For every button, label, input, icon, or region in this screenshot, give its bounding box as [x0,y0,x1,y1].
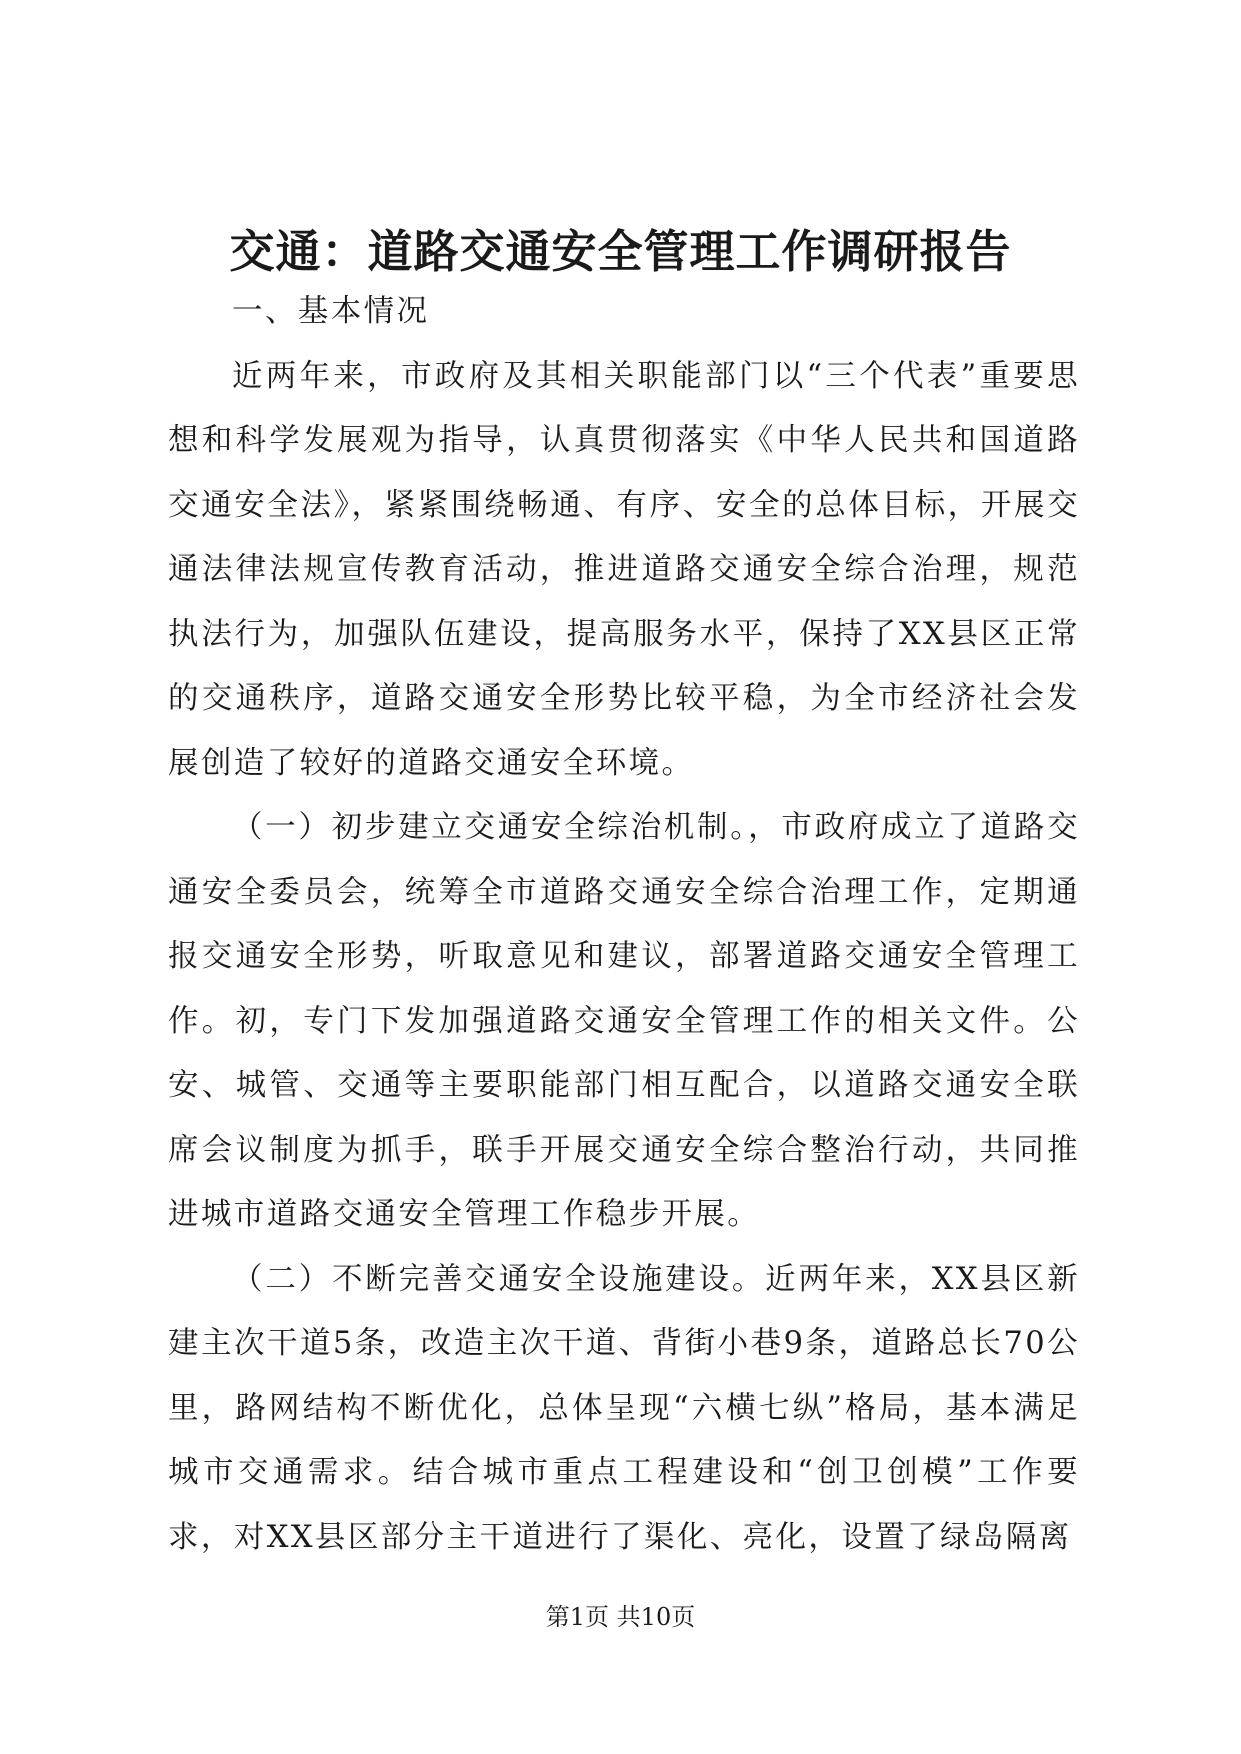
paragraph-facilities: （二）不断完善交通安全设施建设。近两年来，XX县区新建主次干道5条，改造主次干道、背街小巷9条，道路总长70公里，路网结构不断优化，总体呈现“六横七纵”格局，基本满足城市交通需求。结合城市重点工程建设和“创卫创模”工作要求，对XX县区部分主干道进行了渠化、亮化，设置了绿岛隔离 [168,1261,1080,1555]
paragraph-mechanism: （一）初步建立交通安全综治机制。，市政府成立了道路交通安全委员会，统筹全市道路交通安全综合治理工作，定期通报交通安全形势，听取意见和建议，部署道路交通安全管理工作。初，专门下发加强道路交通安全管理工作的相关文件。公安、城管、交通等主要职能部门相互配合，以道路交通安全联席会议制度为抓手，联手开展交通安全综合整治行动，共同推进城市道路交通安全管理工作稳步开展。 [168,810,1080,1232]
section-heading: 一、基本情况 [232,294,430,329]
document-body [168,280,1080,1570]
paragraph-overview: 近两年来，市政府及其相关职能部门以“三个代表”重要思想和科学发展观为指导，认真贯彻落实《中华人民共和国道路交通安全法》，紧紧围绕畅通、有序、安全的总体目标，开展交通法律法规宣传教育活动，推进道路交通安全综合治理，规范执法行为，加强队伍建设，提高服务水平，保持了XX县区正常的交通秩序，道路交通安全形势比较平稳，为全市经济社会发展创造了较好的道路交通安全环境。 [168,358,1080,781]
page-number-footer: 第1页 共10页 [545,1603,696,1631]
document-title: 交通：道路交通安全管理工作调研报告 [229,225,1012,278]
